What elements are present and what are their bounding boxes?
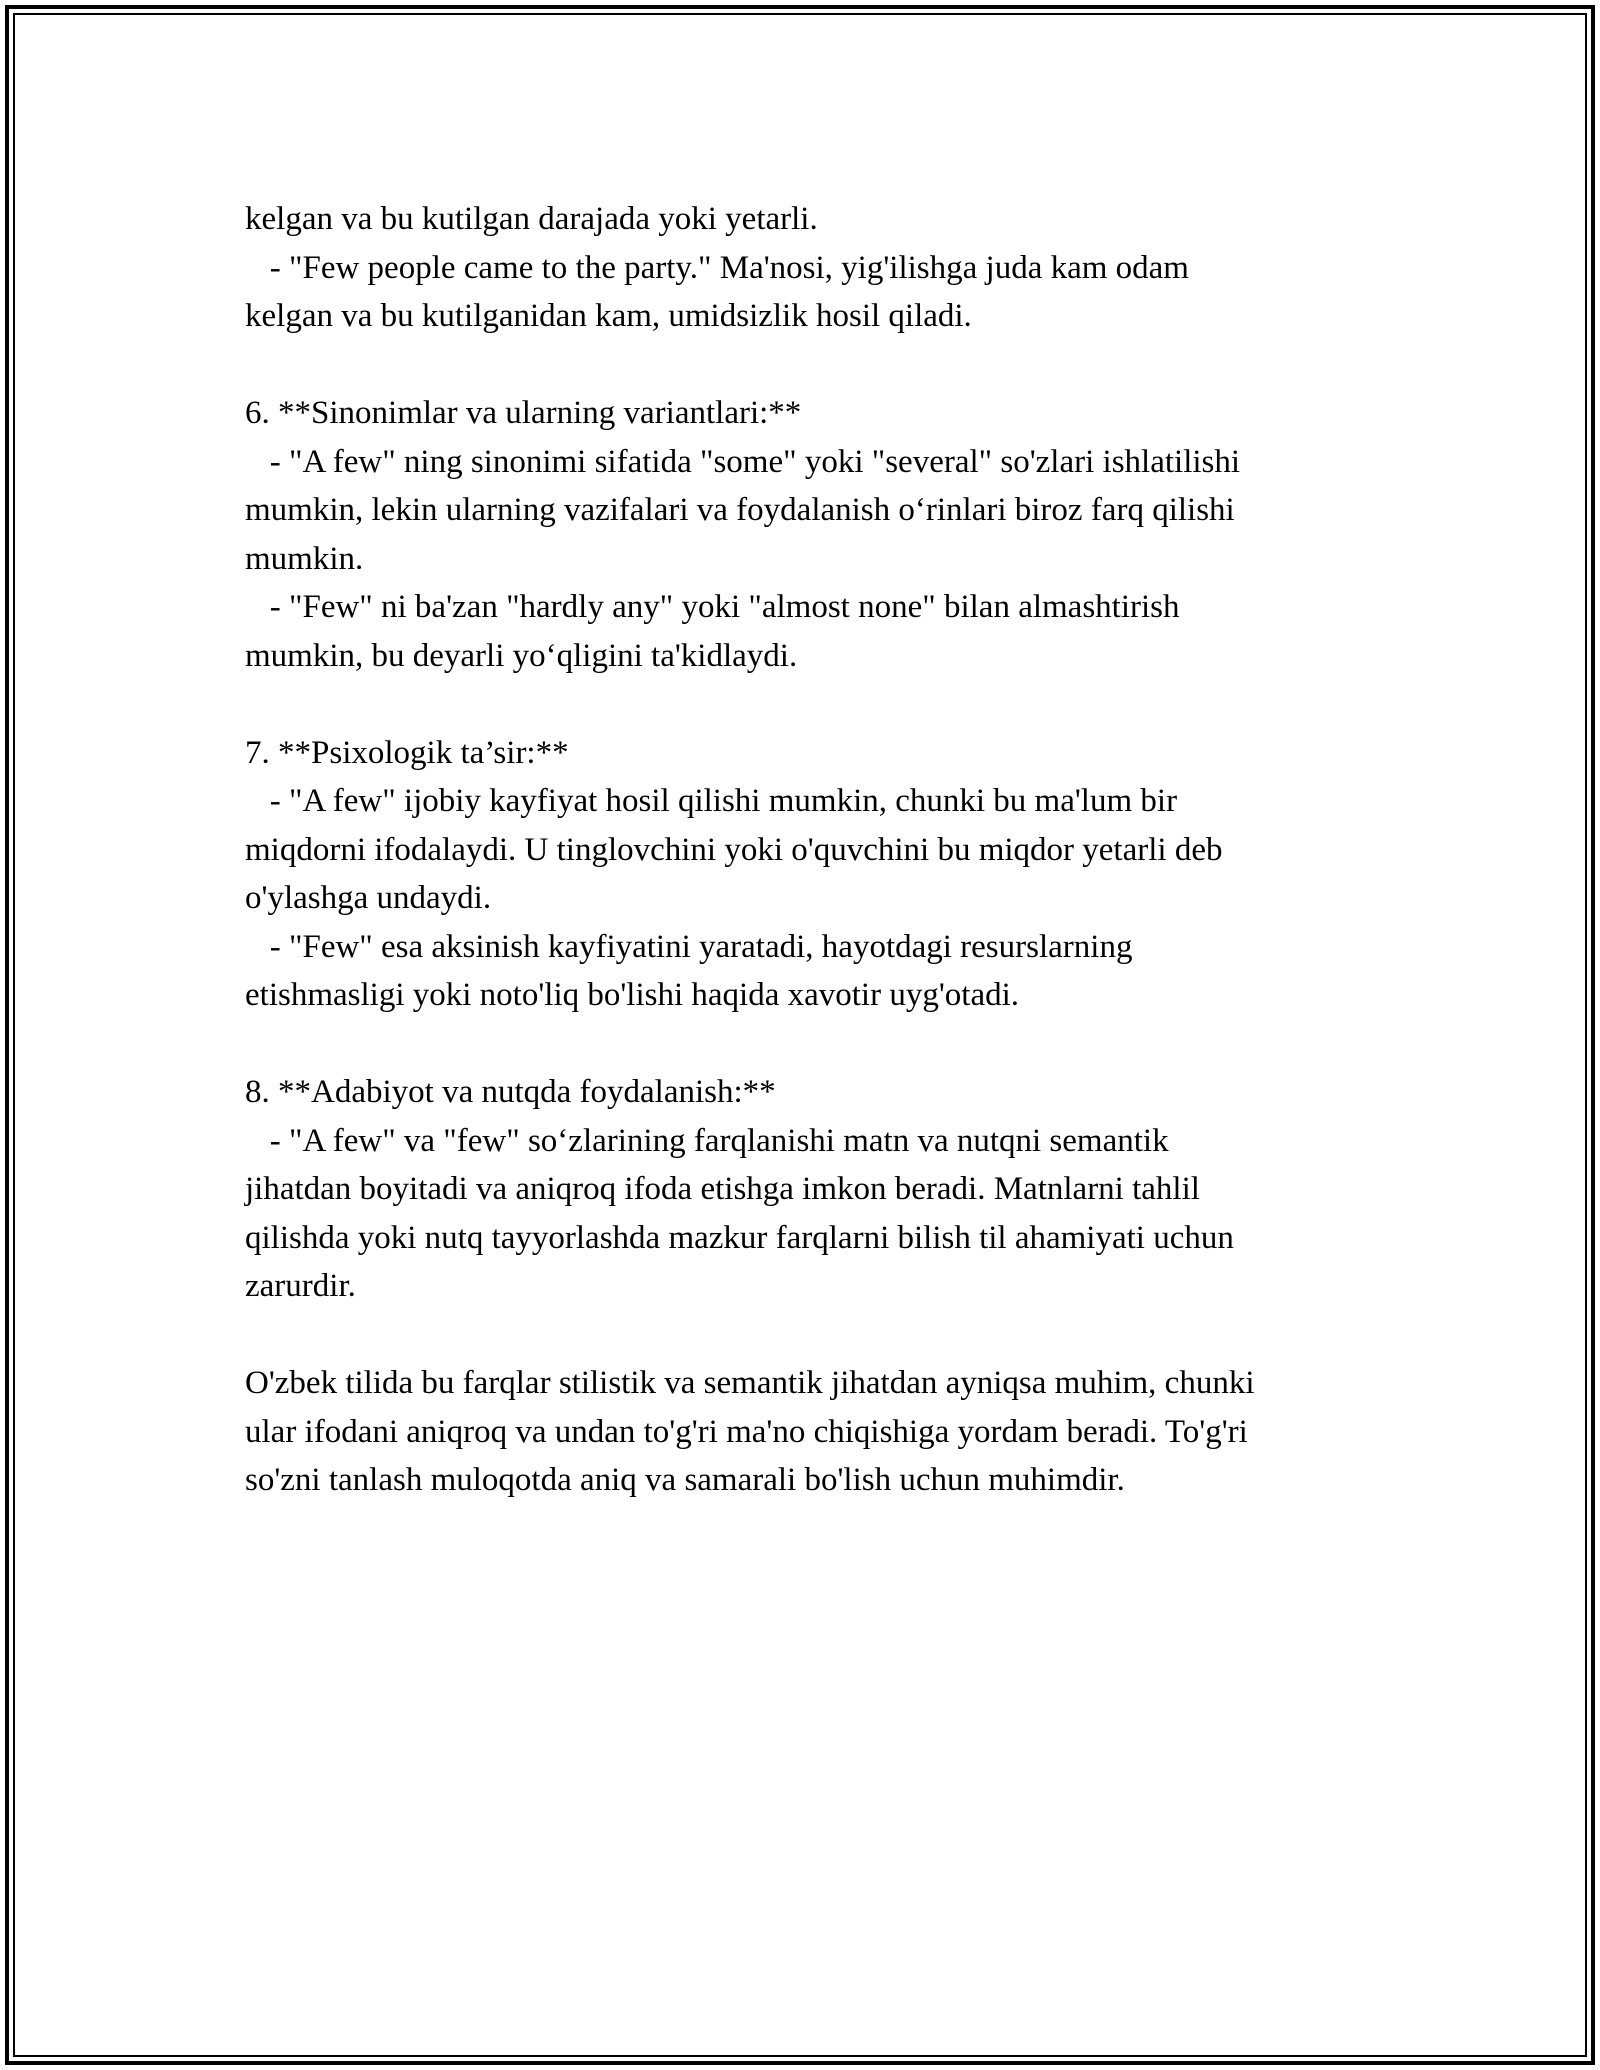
section-heading: 8. **Adabiyot va nutqda foydalanish:**	[245, 1074, 776, 1110]
paragraph-gap	[245, 680, 1385, 729]
text-line: - "A few" ijobiy kayfiyat hosil qilishi mumkin, chunki bu ma'lum bir	[245, 783, 1178, 819]
text-line: etishmasligi yoki noto'liq bo'lishi haqida xavotir uyg'otadi.	[245, 977, 1020, 1013]
page-frame	[5, 5, 1595, 2065]
text-line: so'zni tanlash muloqotda aniq va samarali bo'lish uchun muhimdir.	[245, 1462, 1125, 1498]
section-heading: 7. **Psixologik ta’sir:**	[245, 734, 569, 771]
text-line: kelgan va bu kutilgan darajada yoki yetarli.	[245, 201, 818, 237]
text-line: jihatdan boyitadi va aniqroq ifoda etishga imkon beradi. Matnlarni tahlil	[245, 1171, 1200, 1207]
text-line: O'zbek tilida bu farqlar stilistik va semantik jihatdan ayniqsa muhim, chunki	[245, 1365, 1255, 1401]
text-line: miqdorni ifodalaydi. U tinglovchini yoki o'quvchini bu miqdor yetarli deb	[245, 831, 1223, 868]
conclusion-paragraph	[245, 1359, 1385, 1505]
text-line: mumkin.	[245, 540, 364, 577]
section-heading: 6. **Sinonimlar va ularning variantlari:**	[245, 395, 802, 431]
text-line: - "Few people came to the party." Ma'nosi, yig'ilishga juda kam odam	[245, 249, 1189, 286]
text-line: ular ifodani aniqroq va undan to'g'ri ma'no chiqishiga yordam beradi. To'g'ri	[245, 1413, 1248, 1450]
section-6	[245, 389, 1385, 680]
intro-paragraph	[245, 195, 1385, 341]
text-line: mumkin, bu deyarli yo‘qligini ta'kidlaydi.	[245, 637, 798, 674]
text-line: - "A few" ning sinonimi sifatida "some" yoki "several" so'zlari ishlatilishi	[245, 443, 1241, 480]
text-line: qilishda yoki nutq tayyorlashda mazkur farqlarni bilish til ahamiyati uchun	[245, 1219, 1234, 1256]
text-line: zarurdir.	[245, 1268, 356, 1304]
text-line: - "A few" va "few" so‘zlarining farqlanishi matn va nutqni semantik	[245, 1122, 1169, 1159]
text-line: mumkin, lekin ularning vazifalari va foydalanish o‘rinlari biroz farq qilishi	[245, 492, 1235, 528]
text-line: o'ylashga undaydi.	[245, 880, 492, 916]
document-body	[245, 195, 1385, 1505]
paragraph-gap	[245, 1311, 1385, 1360]
paragraph-gap	[245, 1020, 1385, 1069]
section-7	[245, 729, 1385, 1020]
text-line: - "Few" esa aksinish kayfiyatini yaratadi, hayotdagi resurslarning	[245, 928, 1133, 965]
section-8	[245, 1068, 1385, 1311]
paragraph-gap	[245, 341, 1385, 390]
text-line: kelgan va bu kutilganidan kam, umidsizlik hosil qiladi.	[245, 298, 972, 334]
text-line: - "Few" ni ba'zan "hardly any" yoki "almost none" bilan almashtirish	[245, 589, 1180, 625]
